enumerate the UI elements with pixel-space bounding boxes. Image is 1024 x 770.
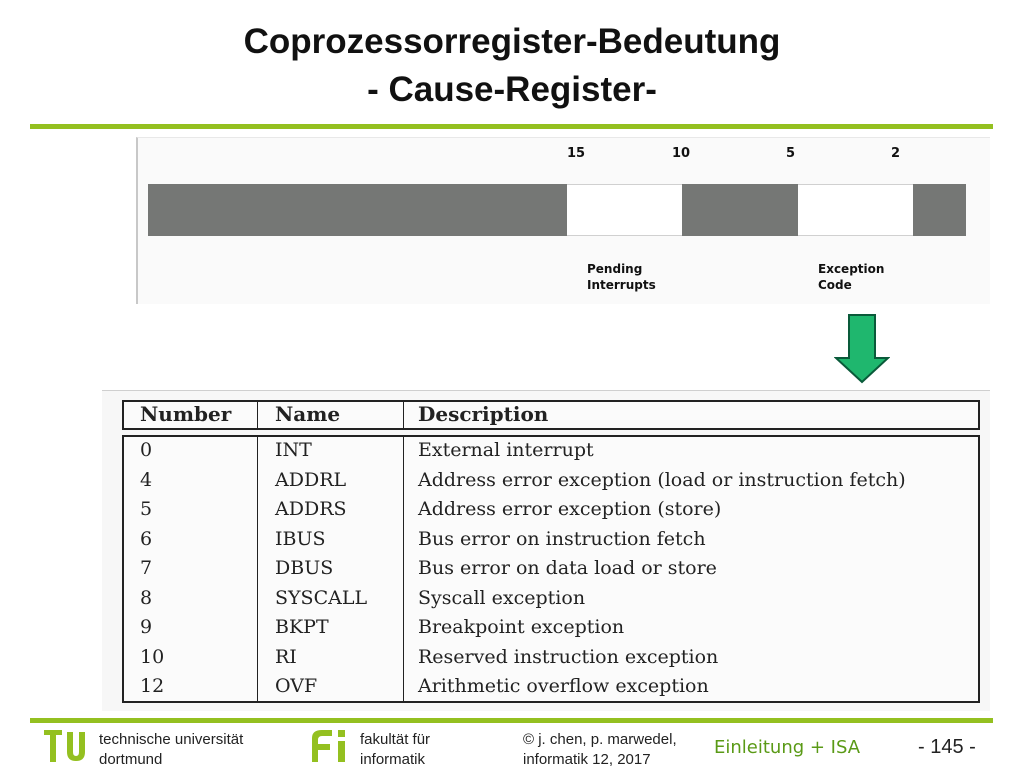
register-field-exception-code — [798, 184, 913, 236]
register-field-reserved-low — [913, 184, 966, 236]
table-cell-description: Bus error on instruction fetch — [418, 527, 706, 550]
pending-interrupts-label — [587, 261, 656, 293]
table-cell-description: Arithmetic overflow exception — [418, 675, 709, 697]
fi-logo-icon — [308, 726, 354, 764]
bit-label-10: 10 — [672, 146, 691, 161]
register-field-reserved-mid — [682, 184, 798, 236]
chapter-topic: Einleitung + ISA — [714, 737, 861, 758]
title-divider — [30, 124, 993, 129]
register-field-pending-interrupts — [567, 184, 682, 236]
bit-label-15: 15 — [567, 146, 586, 161]
column-divider — [403, 435, 404, 703]
slide-subtitle: - Cause-Register- — [367, 70, 657, 109]
university-name — [99, 730, 243, 770]
table-cell-name: SYSCALL — [275, 586, 368, 609]
header-number: Number — [140, 402, 232, 426]
table-cell-number: 8 — [140, 586, 153, 609]
pending-label-line1: Pending — [587, 262, 643, 276]
column-divider — [257, 400, 258, 430]
table-cell-number: 10 — [140, 645, 165, 668]
page-number: - 145 - — [918, 736, 976, 758]
table-cell-name: BKPT — [275, 616, 329, 638]
table-cell-number: 6 — [140, 527, 153, 550]
university-line2: dortmund — [99, 751, 163, 768]
table-cell-description: Breakpoint exception — [418, 616, 625, 638]
table-cell-description: Syscall exception — [418, 586, 586, 609]
exception-label-line2: Code — [818, 278, 852, 292]
table-cell-name: INT — [275, 439, 312, 461]
slide-title: Coprozessorregister-Bedeutung — [243, 22, 781, 61]
header-description: Description — [418, 402, 549, 426]
table-header-row — [122, 400, 980, 430]
table-cell-number: 5 — [140, 498, 153, 520]
table-cell-description: Reserved instruction exception — [418, 645, 719, 668]
copyright-line1: © j. chen, p. marwedel, — [523, 731, 677, 748]
column-divider — [257, 435, 258, 703]
table-cell-description: Address error exception (load or instruction fetch) — [418, 468, 906, 491]
faculty-line2: informatik — [360, 751, 426, 768]
copyright-notice — [523, 730, 677, 770]
table-cell-name: RI — [275, 645, 297, 668]
pending-label-line2: Interrupts — [587, 278, 656, 292]
copyright-line2: informatik 12, 2017 — [523, 751, 651, 768]
bit-label-5: 5 — [786, 146, 796, 161]
exception-label-line1: Exception — [818, 262, 885, 276]
exception-code-label — [818, 261, 884, 293]
down-arrow-icon — [834, 314, 890, 384]
faculty-line1: fakultät für — [360, 731, 431, 748]
table-cell-number: 9 — [140, 616, 153, 638]
table-cell-name: DBUS — [275, 557, 334, 579]
table-cell-number: 0 — [140, 439, 153, 461]
table-cell-name: IBUS — [275, 527, 326, 550]
header-name: Name — [275, 402, 341, 426]
table-cell-description: Bus error on data load or store — [418, 557, 717, 579]
university-line1: technische universität — [99, 731, 244, 748]
table-cell-number: 7 — [140, 557, 153, 579]
tu-logo-icon — [42, 726, 94, 764]
footer-divider — [30, 718, 993, 723]
table-cell-number: 12 — [140, 675, 165, 697]
bit-label-2: 2 — [891, 146, 901, 161]
faculty-name — [360, 730, 430, 770]
table-cell-name: ADDRL — [275, 468, 347, 491]
table-cell-name: OVF — [275, 675, 318, 697]
table-cell-description: External interrupt — [418, 439, 594, 461]
table-cell-description: Address error exception (store) — [418, 498, 722, 520]
column-divider — [403, 400, 404, 430]
table-cell-name: ADDRS — [275, 498, 347, 520]
table-cell-number: 4 — [140, 468, 153, 491]
register-field-reserved-high — [148, 184, 567, 236]
